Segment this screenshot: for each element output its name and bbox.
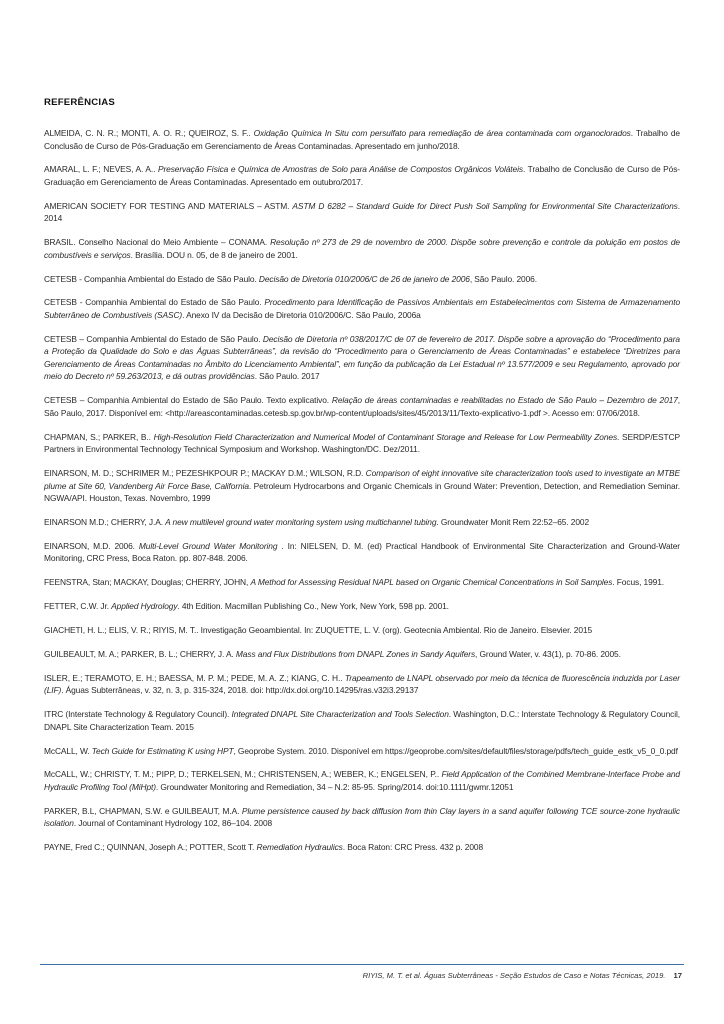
reference-title: A Method for Assessing Residual NAPL based on Organic Chemical Concentrations in Soil Samples	[250, 577, 613, 588]
reference-entry	[44, 768, 680, 793]
reference-details: . SERDP/ESTCP Partners in Environmental Technology Technical Symposium and Workshop. Washington/DC. Dez/2011.	[44, 431, 680, 455]
reference-details: . São Paulo. 2017	[254, 371, 320, 382]
reference-entry	[44, 805, 680, 830]
reference-entry	[44, 708, 680, 733]
reference-details: . Águas Subterrâneas, v. 32, n. 3, p. 315-324, 2018. doi: http://dx.doi.org/10.14295/ras.v32i3.29137	[61, 685, 419, 696]
reference-entry	[44, 394, 680, 419]
reference-entry	[44, 296, 680, 321]
reference-text: AMERICAN SOCIETY FOR TESTING AND MATERIALS – ASTM.	[44, 200, 293, 211]
reference-title: Field Application of the Combined Membrane-Interface Probe and Hydraulic Profiling Tool (MiHpt)	[44, 769, 680, 792]
reference-entry	[44, 540, 680, 565]
reference-text: FETTER, C.W. Jr.	[44, 601, 112, 612]
reference-details: . Petroleum Hydrocarbons and Organic Chemicals in Ground Water: Prevention, Detection, and Remediation Seminar. NGWA/API. Houston, Texas. Novembro, 1999	[44, 480, 680, 504]
reference-entry	[44, 431, 680, 456]
reference-details: . Brasília. DOU n. 05, de 8 de janeiro de 2001.	[130, 249, 298, 260]
reference-text: EINARSON, M.D. 2006.	[44, 540, 139, 551]
reference-details: . 4th Edition. Macmillan Publishing Co., New York, New York, 598 pp. 2001.	[177, 601, 449, 612]
reference-text: ITRC (Interstate Technology & Regulatory Council).	[44, 709, 232, 720]
reference-entry	[44, 576, 680, 589]
reference-details: . Washington, D.C.: Interstate Technology & Regulatory Council, DNAPL Site Characterization Team. 2015	[44, 709, 680, 732]
reference-title: Trapeamento de LNAPL observado por meio da técnica de fluorescência induzida por Laser (LIF)	[44, 672, 680, 696]
reference-details: , São Paulo. 2006.	[469, 273, 537, 284]
reference-title: Tech Guide for Estimating K using HPT	[91, 745, 234, 756]
reference-text: CETESB - Companhia Ambiental do Estado de São Paulo.	[44, 297, 265, 308]
reference-title: Procedimento para Identificação de Passivos Ambientais em Estabelecimentos com Sistema de Armazenamento Subterrâneo de Combustíveis (SASC)	[44, 297, 681, 320]
footer-journal: Águas Subterrâneas - Seção Estudos de Caso e Notas Técnicas, 2019.	[423, 971, 666, 980]
reference-details: . In: NIELSEN, D. M. (ed) Practical Handbook of Environmental Site Characterization and Ground-Water Monitoring, CRC Press, Boca Raton. pp. 807-848. 2006.	[44, 540, 680, 564]
reference-text: CETESB – Companhia Ambiental do Estado de São Paulo.	[44, 333, 263, 344]
reference-text: McCALL, W.; CHRISTY, T. M.; PIPP, D.; TERKELSEN, M.; CHRISTENSEN, A.; WEBER, K.; ENGELSEN, P..	[44, 769, 442, 780]
reference-text: ISLER, E.; TERAMOTO, E. H.; BAESSA, M. P. M.; PEDE, M. A. Z.; KIANG, C. H..	[44, 672, 345, 683]
reference-text: AMARAL, L. F.; NEVES, A. A..	[44, 164, 158, 175]
reference-title: Preservação Física e Química de Amostras de Solo para Análise de Compostos Orgânicos Voláteis	[157, 164, 523, 175]
footer-divider	[40, 964, 684, 965]
reference-text: PARKER, B.L, CHAPMAN, S.W. e GUILBEAUT, M.A.	[44, 805, 242, 816]
reference-text: EINARSON, M. D.; SCHRIMER M.; PEZESHKPOUR P.; MACKAY D.M.; WILSON, R.D.	[44, 468, 366, 479]
reference-title: A new multilevel ground water monitoring system using multichannel tubing	[165, 516, 437, 527]
reference-text: BRASIL. Conselho Nacional do Meio Ambiente – CONAMA.	[44, 237, 271, 248]
reference-text: CETESB - Companhia Ambiental do Estado de São Paulo.	[44, 273, 259, 284]
reference-title: Multi-Level Ground Water Monitoring	[138, 540, 278, 551]
reference-title: ASTM D 6282 – Standard Guide for Direct Push Soil Sampling for Environmental Site Characterizations	[292, 200, 678, 211]
reference-entry	[44, 467, 680, 505]
reference-text: GIACHETI, H. L.; ELIS, V. R.; RIYIS, M. T.. Investigação Geoambiental. In: ZUQUETTE, L. V. (org). Geotecnia Ambiental. Rio de Janeiro. Elsevier. 2015	[44, 624, 593, 635]
reference-title: Resolução nº 273 de 29 de novembro de 2000. Dispõe sobre prevenção e controle da poluição em postos de combustíveis e serviços	[44, 237, 680, 260]
reference-text: ALMEIDA, C. N. R.; MONTI, A. O. R.; QUEIROZ, S. F..	[44, 128, 254, 138]
footer-authors: RIYIS, M. T. et al.	[362, 971, 422, 980]
reference-title: Remediation Hydraulics	[256, 842, 343, 853]
reference-title: Plume persistence caused by back diffusion from thin Clay layers in a sand aquifer following TCE source-zone hydraulic isolation	[44, 805, 681, 829]
reference-entry	[44, 200, 680, 225]
reference-entry	[44, 273, 680, 286]
reference-title: Decisão de Diretoria 010/2006/C de 26 de janeiro de 2006	[258, 273, 470, 284]
reference-entry	[44, 516, 680, 529]
reference-details: . Focus, 1991.	[612, 577, 664, 588]
reference-details: . Anexo IV da Decisão de Diretoria 010/2006/C. São Paulo, 2006a	[182, 309, 421, 320]
page-number: 17	[673, 971, 682, 980]
reference-title: Relação de áreas contaminadas e reabilitadas no Estado de São Paulo – Dezembro de 2017	[331, 395, 678, 406]
reference-entry	[44, 236, 680, 261]
reference-text: PAYNE, Fred C.; QUINNAN, Joseph A.; POTTER, Scott T.	[44, 842, 257, 853]
reference-text: McCALL, W.	[44, 745, 92, 756]
reference-entry	[44, 600, 680, 613]
reference-details: , Ground Water, v. 43(1), p. 70-86. 2005.	[475, 648, 621, 659]
reference-text: GUILBEAULT, M. A.; PARKER, B. L.; CHERRY, J. A.	[44, 648, 236, 659]
reference-entry	[44, 127, 680, 152]
reference-title: Decisão de Diretoria nº 038/2017/C de 07 de fevereiro de 2017. Dispõe sobre a aprovação do “Procedimento para a Proteção da Qualidade do Solo e das Águas Subterrâneas”, da revisão do “Procedimento para o Gerenciamento de Áreas Contaminadas” e estabelece “Diretrizes para Gerenciamento de Áreas Contaminadas no Âmbito do Licenciamento Ambiental”, em função da publicação da Lei Estadual nº 13.577/2009 e seu Regulamento, aprovado por meio do Decreto nº 59.263/2013, e dá outras providências	[44, 333, 680, 382]
reference-details: . 2014	[44, 200, 680, 224]
section-heading: REFERÊNCIAS	[44, 97, 115, 108]
reference-details: , Geoprobe System. 2010. Disponível em https://geoprobe.com/sites/default/files/storage/pdfs/tech_guide_estk_v5_0_0.pdf	[233, 745, 678, 756]
reference-entry	[44, 333, 680, 383]
reference-title: Applied Hydrology	[111, 601, 178, 612]
reference-title: Oxidação Química In Situ com persulfato para remediação de área contaminada com organoclorados	[253, 128, 631, 138]
reference-details: . Boca Raton: CRC Press. 432 p. 2008	[342, 842, 484, 853]
reference-details: . Trabalho de Conclusão de Curso de Pós-Graduação em Gerenciamento de Áreas Contaminadas. Apresentado em outubro/2017.	[44, 164, 680, 187]
reference-list	[44, 127, 680, 865]
page-footer	[363, 971, 682, 980]
reference-text: CETESB – Companhia Ambiental do Estado de São Paulo. Texto explicativo.	[44, 395, 332, 406]
reference-entry	[44, 672, 680, 697]
reference-title: Mass and Flux Distributions from DNAPL Zones in Sandy Aquifers	[235, 648, 476, 659]
reference-text: CHAPMAN, S.; PARKER, B..	[44, 431, 154, 442]
reference-details: . Groundwater Monitoring and Remediation, 34 – N.2: 85-95. Spring/2014. doi:10.1111/gwmr.12051	[155, 781, 514, 792]
reference-details: , São Paulo, 2017. Disponível em: <http://areascontaminadas.cetesb.sp.gov.br/wp-content/uploads/sites/45/2013/11/Texto-explicativo-1.pdf >. Acesso em: 07/06/2018.	[44, 395, 680, 418]
reference-title: Integrated DNAPL Site Characterization and Tools Selection	[231, 709, 449, 720]
reference-details: . Groundwater Monit Rem 22:52–65. 2002	[436, 516, 590, 527]
reference-text: EINARSON M.D.; CHERRY, J.A.	[44, 516, 166, 527]
reference-text: FEENSTRA, Stan; MACKAY, Douglas; CHERRY, JOHN,	[44, 577, 251, 588]
reference-entry	[44, 745, 680, 758]
reference-entry	[44, 624, 680, 637]
reference-title: High-Resolution Field Characterization and Numerical Model of Contaminant Storage and Release for Low Permeability Zones	[153, 431, 618, 442]
reference-entry	[44, 163, 680, 188]
reference-details: . Journal of Contaminant Hydrology 102, 86–104. 2008	[73, 818, 273, 829]
reference-entry	[44, 648, 680, 661]
reference-title: Comparison of eight innovative site characterization tools used to investigate an MTBE plume at Site 60, Vandenberg Air Force Base, California	[44, 468, 680, 491]
reference-entry	[44, 841, 680, 854]
reference-details: . Trabalho de Conclusão de Curso de Pós-Graduação em Gerenciamento de Áreas Contaminadas. Apresentado em junho/2018.	[44, 128, 680, 151]
